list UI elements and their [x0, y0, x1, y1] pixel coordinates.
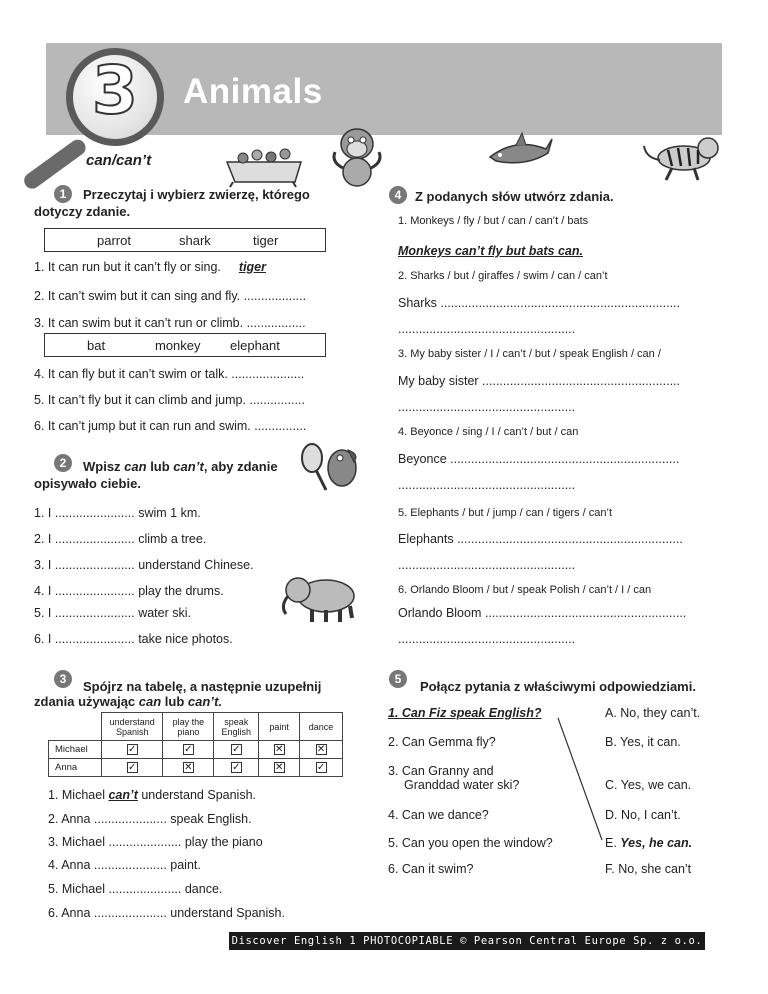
ex1-item-2: 2. It can’t swim but it can sing and fly. ..................	[34, 289, 307, 303]
exercise-1-instruction-2: dotyczy zdanie.	[34, 204, 131, 219]
table-header-row	[49, 713, 343, 741]
ex1-item-1: 1. It can run but it can’t fly or sing. tiger	[34, 260, 266, 274]
abilities-table	[48, 712, 343, 777]
cross-icon: ✕	[316, 744, 326, 755]
exercise-4-instruction: Z podanych słów utwórz zdania.	[415, 189, 614, 204]
ex5-question-4: 4. Can we dance?	[388, 808, 489, 822]
exercise-3-instruction: Spójrz na tabelę, a następnie uzupełnij	[83, 679, 322, 694]
ex5-answer-b: B. Yes, it can.	[605, 735, 681, 749]
check-icon: ✓	[232, 744, 241, 755]
word-box-1	[44, 228, 326, 252]
ex1-item-6: 6. It can’t jump but it can run and swim. ...............	[34, 419, 307, 433]
ex4-answer-line-2: ...................................................	[398, 400, 576, 414]
ex1-item-5: 5. It can’t fly but it can climb and jump. ................	[34, 393, 305, 407]
exercise-4-badge: 4	[389, 186, 407, 204]
cross-icon: ✕	[274, 762, 284, 773]
table-header: speak English	[214, 713, 259, 741]
ex4-answer-line-2: ...................................................	[398, 632, 576, 646]
word-box-item: parrot	[97, 233, 131, 248]
check-icon: ✓	[184, 744, 193, 755]
ex5-question-2: 2. Can Gemma fly?	[388, 735, 496, 749]
unit-number: 3	[92, 52, 138, 129]
ex4-prompt-3: 3. My baby sister / I / can’t / but / speak English / can /	[398, 348, 661, 360]
word-box-item: shark	[179, 233, 211, 248]
ex3-item-6: 6. Anna ..................... understand Spanish.	[48, 906, 285, 920]
ex4-prompt-2: 2. Sharks / but / giraffes / swim / can / can’t	[398, 270, 608, 282]
ex3-item-3: 3. Michael ..................... play the piano	[48, 835, 263, 849]
exercise-2-instruction-2: opisywało ciebie.	[34, 476, 141, 491]
ex5-answer-a: A. No, they can’t.	[605, 706, 701, 720]
ex4-answer-line-2: ...................................................	[398, 322, 576, 336]
ex4-prompt-6: 6. Orlando Bloom / but / speak Polish / can’t / I / can	[398, 584, 652, 596]
table-row	[49, 759, 343, 777]
exercise-2-badge: 2	[54, 454, 72, 472]
word-box-2	[44, 333, 326, 357]
check-icon: ✓	[232, 762, 241, 773]
elephant-illustration	[278, 572, 362, 626]
ex2-item-1: 1. I ....................... swim 1 km.	[34, 506, 201, 520]
word-box-item: tiger	[253, 233, 279, 248]
ex5-answer-d: D. No, I can’t.	[605, 808, 681, 822]
ex4-answer-line: My baby sister .........................................................	[398, 374, 681, 388]
ex2-item-3: 3. I ....................... understand Chinese.	[34, 558, 254, 572]
cross-icon: ✕	[184, 762, 193, 773]
ex2-item-2: 2. I ....................... climb a tree.	[34, 532, 207, 546]
ex4-prompt-4: 4. Beyonce / sing / I / can’t / but / can	[398, 426, 579, 438]
exercise-5-instruction: Połącz pytania z właściwymi odpowiedziami.	[420, 679, 696, 694]
ex4-answer-line: Orlando Bloom ..........................................................	[398, 606, 687, 620]
table-header: play the piano	[163, 713, 214, 741]
check-icon: ✓	[316, 762, 326, 773]
ex5-question-1: 1. Can Fiz speak English?	[388, 706, 542, 720]
footer-copyright: Discover English 1 PHOTOCOPIABLE © Pearson Central Europe Sp. z o.o. 2013	[229, 932, 705, 950]
unit-title: Animals	[183, 72, 323, 111]
exercise-5-badge: 5	[389, 670, 407, 688]
magnifier-handle-icon	[21, 137, 89, 192]
ex3-item-2: 2. Anna ..................... speak English.	[48, 812, 252, 826]
unit-subtitle: can/can’t	[86, 152, 152, 169]
ex3-item-4: 4. Anna ..................... paint.	[48, 858, 201, 872]
word-box-item: bat	[87, 338, 106, 353]
ex4-answer-line: Elephants .................................................................	[398, 532, 683, 546]
ex4-answer-line: Sharks .....................................................................	[398, 296, 681, 310]
tiger-illustration	[642, 128, 722, 186]
ex2-item-4: 4. I ....................... play the drums.	[34, 584, 224, 598]
exercise-1-badge: 1	[54, 185, 72, 203]
monkey-illustration	[327, 124, 387, 190]
word-box-item: elephant	[230, 338, 280, 353]
table-header: understand Spanish	[102, 713, 163, 741]
ex3-item-1: 1. Michael can’t understand Spanish.	[48, 788, 256, 802]
ex5-question-3: 3. Can Granny and	[388, 764, 494, 778]
ex4-answer-line-2: ...................................................	[398, 558, 576, 572]
ex4-answer-line: Beyonce ..................................................................	[398, 452, 680, 466]
check-icon: ✓	[128, 762, 137, 773]
exercise-2-instruction: Wpisz can lub can’t, aby zdanie	[83, 459, 278, 474]
ex5-question-5: 5. Can you open the window?	[388, 836, 553, 850]
parrot-mirror-illustration	[296, 440, 364, 496]
ex1-item-4: 4. It can fly but it can’t swim or talk. .....................	[34, 367, 305, 381]
exercise-3-badge: 3	[54, 670, 72, 688]
ex2-item-5: 5. I ....................... water ski.	[34, 606, 191, 620]
shark-illustration	[486, 127, 554, 173]
ex3-item-5: 5. Michael ..................... dance.	[48, 882, 223, 896]
word-box-item: monkey	[155, 338, 201, 353]
ex5-question-3-cont: Granddad water ski?	[404, 778, 520, 792]
ex4-prompt-1: 1. Monkeys / fly / but / can / can’t / bats	[398, 215, 589, 227]
ex1-item-3: 3. It can swim but it can’t run or climb. .................	[34, 316, 306, 330]
check-icon: ✓	[128, 744, 137, 755]
ex5-answer-c: C. Yes, we can.	[605, 778, 692, 792]
table-header: paint	[259, 713, 300, 741]
row-label: Michael	[49, 741, 102, 759]
ex5-question-6: 6. Can it swim?	[388, 862, 474, 876]
ex2-item-6: 6. I ....................... take nice photos.	[34, 632, 233, 646]
table-row	[49, 741, 343, 759]
ex5-answer-f: F. No, she can’t	[605, 862, 692, 876]
table-corner	[49, 713, 102, 741]
exercise-3-instruction-2: zdania używając can lub can’t.	[34, 694, 223, 709]
ex4-answer-line-2: ...................................................	[398, 478, 576, 492]
matching-line	[550, 716, 610, 846]
table-header: dance	[300, 713, 343, 741]
ex4-example-answer: Monkeys can’t fly but bats can.	[398, 244, 583, 258]
row-label: Anna	[49, 759, 102, 777]
animals-bathtub-illustration	[223, 144, 305, 188]
ex4-prompt-5: 5. Elephants / but / jump / can / tigers / can’t	[398, 507, 613, 519]
ex5-answer-e: E. Yes, he can.	[605, 836, 693, 850]
cross-icon: ✕	[274, 744, 284, 755]
exercise-1-instruction: Przeczytaj i wybierz zwierzę, którego	[83, 187, 310, 202]
